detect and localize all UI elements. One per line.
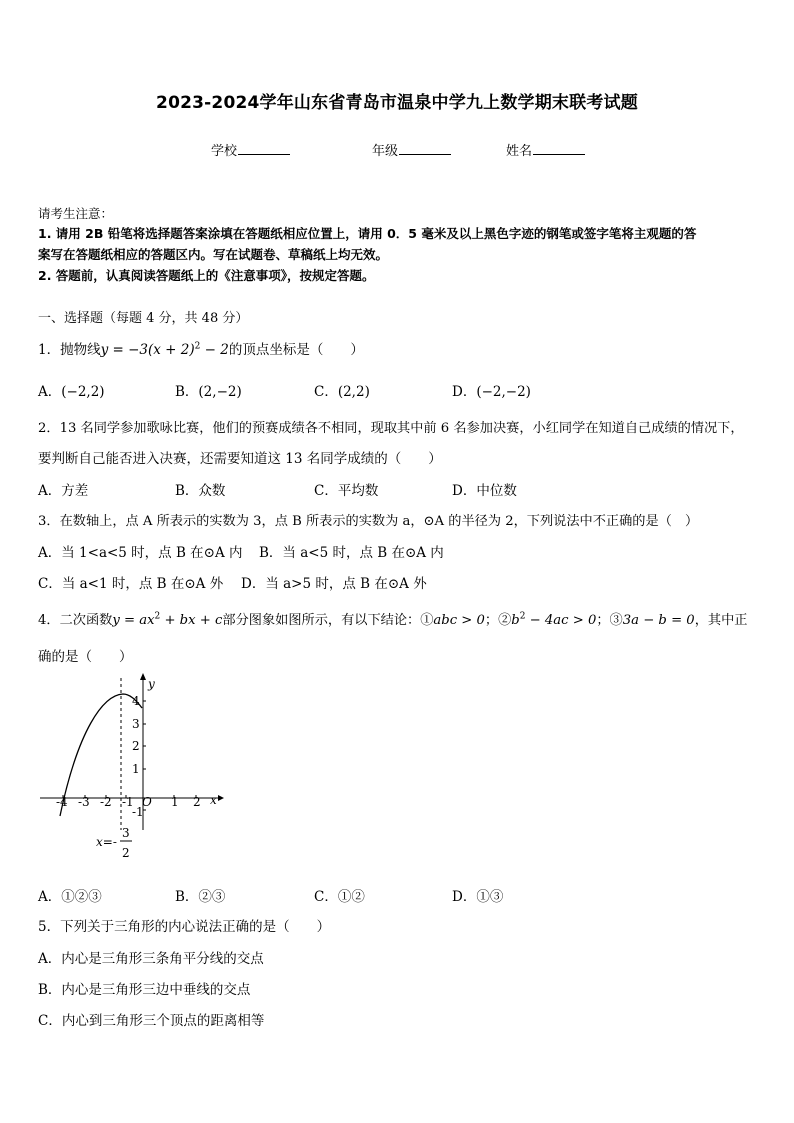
student-info-row: [0, 140, 794, 160]
x-tick-neg4: -4: [56, 795, 68, 809]
q3-option-c[interactable]: C．当 a<1 时，点 B 在⊙A 外: [38, 576, 224, 592]
q1-formula: $y = -3(x + 2)^2 - 2$: [100, 341, 229, 358]
grade-label: 年级: [372, 144, 399, 159]
x-tick-2: 2: [193, 795, 201, 809]
q1-option-b[interactable]: B．(2,−2): [175, 384, 242, 400]
y-tick-1: 1: [132, 762, 140, 776]
name-label: 姓名: [506, 144, 533, 159]
q1-option-c[interactable]: C．(2,2): [314, 384, 370, 400]
y-tick-neg1: -1: [132, 805, 144, 819]
q1-option-a[interactable]: A．(−2,2): [38, 384, 105, 400]
x-tick-neg2: -2: [100, 795, 112, 809]
q5-option-b[interactable]: B．内心是三角形三边中垂线的交点: [38, 982, 251, 998]
question-2-line-2: 要判断自己能否进入决赛，还需要知道这 13 名同学成绩的（ ）: [38, 451, 442, 467]
x-axis-label: x: [210, 793, 217, 807]
grade-blank[interactable]: [399, 141, 451, 155]
x-axis-arrow: [218, 795, 224, 801]
q2-option-b[interactable]: B．众数: [175, 483, 226, 499]
question-3-stem: 3．在数轴上，点 A 所表示的实数为 3，点 B 所表示的实数为 a，⊙A 的半径为 2，下列说法中不正确的是（ ）: [38, 514, 699, 529]
y-axis-label: y: [148, 677, 155, 691]
question-1-stem: [38, 338, 364, 358]
y-tick-2: 2: [132, 739, 140, 753]
notice-heading: 请考生注意：: [38, 206, 114, 221]
q3-option-b[interactable]: B．当 a<5 时，点 B 在⊙A 内: [259, 545, 444, 561]
x-tick-neg3: -3: [78, 795, 90, 809]
school-field: [211, 140, 290, 159]
name-blank[interactable]: [533, 141, 585, 155]
q1-option-d[interactable]: D．(−2,−2): [452, 384, 531, 400]
q4-option-c[interactable]: C．①②: [314, 889, 365, 905]
x-tick-neg1: -1: [122, 795, 134, 809]
y-tick-4: 4: [132, 694, 140, 708]
notice-item-2: 2. 答题前，认真阅读答题纸上的《注意事项》，按规定答题。: [38, 268, 375, 283]
school-label: 学校: [211, 144, 238, 159]
symmetry-axis-numerator: 3: [122, 826, 130, 840]
y-tick-3: 3: [132, 717, 140, 731]
notice-item-1a: 1. 请用 2B 铅笔将选择题答案涂填在答题纸相应位置上，请用 0．5 毫米及以上黑色字迹的钢笔或签字笔将主观题的答: [38, 226, 697, 241]
symmetry-axis-denominator: 2: [122, 846, 130, 860]
question-4-line-1: 4．二次函数$y = ax^2$ + bx + c部分图象如图所示，有以下结论：①abc > 0；$②b^2 - 4ac > 0$；③3a − b = 0，其中正: [38, 611, 748, 628]
x-tick-1: 1: [171, 795, 179, 809]
q4-option-d[interactable]: D．①③: [452, 889, 504, 905]
section-heading: 一、选择题（每题 4 分，共 48 分）: [38, 311, 249, 326]
origin-label: O: [142, 795, 152, 809]
q5-option-a[interactable]: A．内心是三角形三条角平分线的交点: [38, 951, 264, 967]
symmetry-axis-label: x=-: [96, 835, 117, 849]
question-5-stem: 5．下列关于三角形的内心说法正确的是（ ）: [38, 919, 331, 935]
question-4-line-2: 确的是（ ）: [38, 649, 133, 665]
q4-option-b[interactable]: B．②③: [175, 889, 226, 905]
q4-option-a[interactable]: A．①②③: [38, 889, 102, 905]
page-title: 2023-2024学年山东省青岛市温泉中学九上数学期末联考试题: [156, 93, 638, 113]
parabola-graph: [38, 670, 228, 870]
q5-option-c[interactable]: C．内心到三角形三个顶点的距离相等: [38, 1013, 265, 1029]
q1-suffix: 的顶点坐标是（ ）: [228, 342, 364, 358]
grade-field: [372, 140, 451, 159]
q2-option-a[interactable]: A．方差: [38, 483, 89, 499]
name-field: [506, 140, 585, 159]
q2-option-d[interactable]: D．中位数: [452, 483, 517, 499]
q2-option-c[interactable]: C．平均数: [314, 483, 379, 499]
q3-option-d[interactable]: D．当 a>5 时，点 B 在⊙A 外: [241, 576, 427, 592]
question-2-line-1: 2．13 名同学参加歌咏比赛，他们的预赛成绩各不相同，现取其中前 6 名参加决赛，小红同学在知道自己成绩的情况下，: [38, 421, 744, 436]
q1-prefix: 1．抛物线: [38, 342, 101, 358]
notice-item-1b: 案写在答题纸相应的答题区内。写在试题卷、草稿纸上均无效。: [38, 247, 389, 262]
q3-option-a[interactable]: A．当 1<a<5 时，点 B 在⊙A 内: [38, 545, 243, 561]
y-axis-arrow: [140, 673, 146, 680]
school-blank[interactable]: [238, 141, 290, 155]
